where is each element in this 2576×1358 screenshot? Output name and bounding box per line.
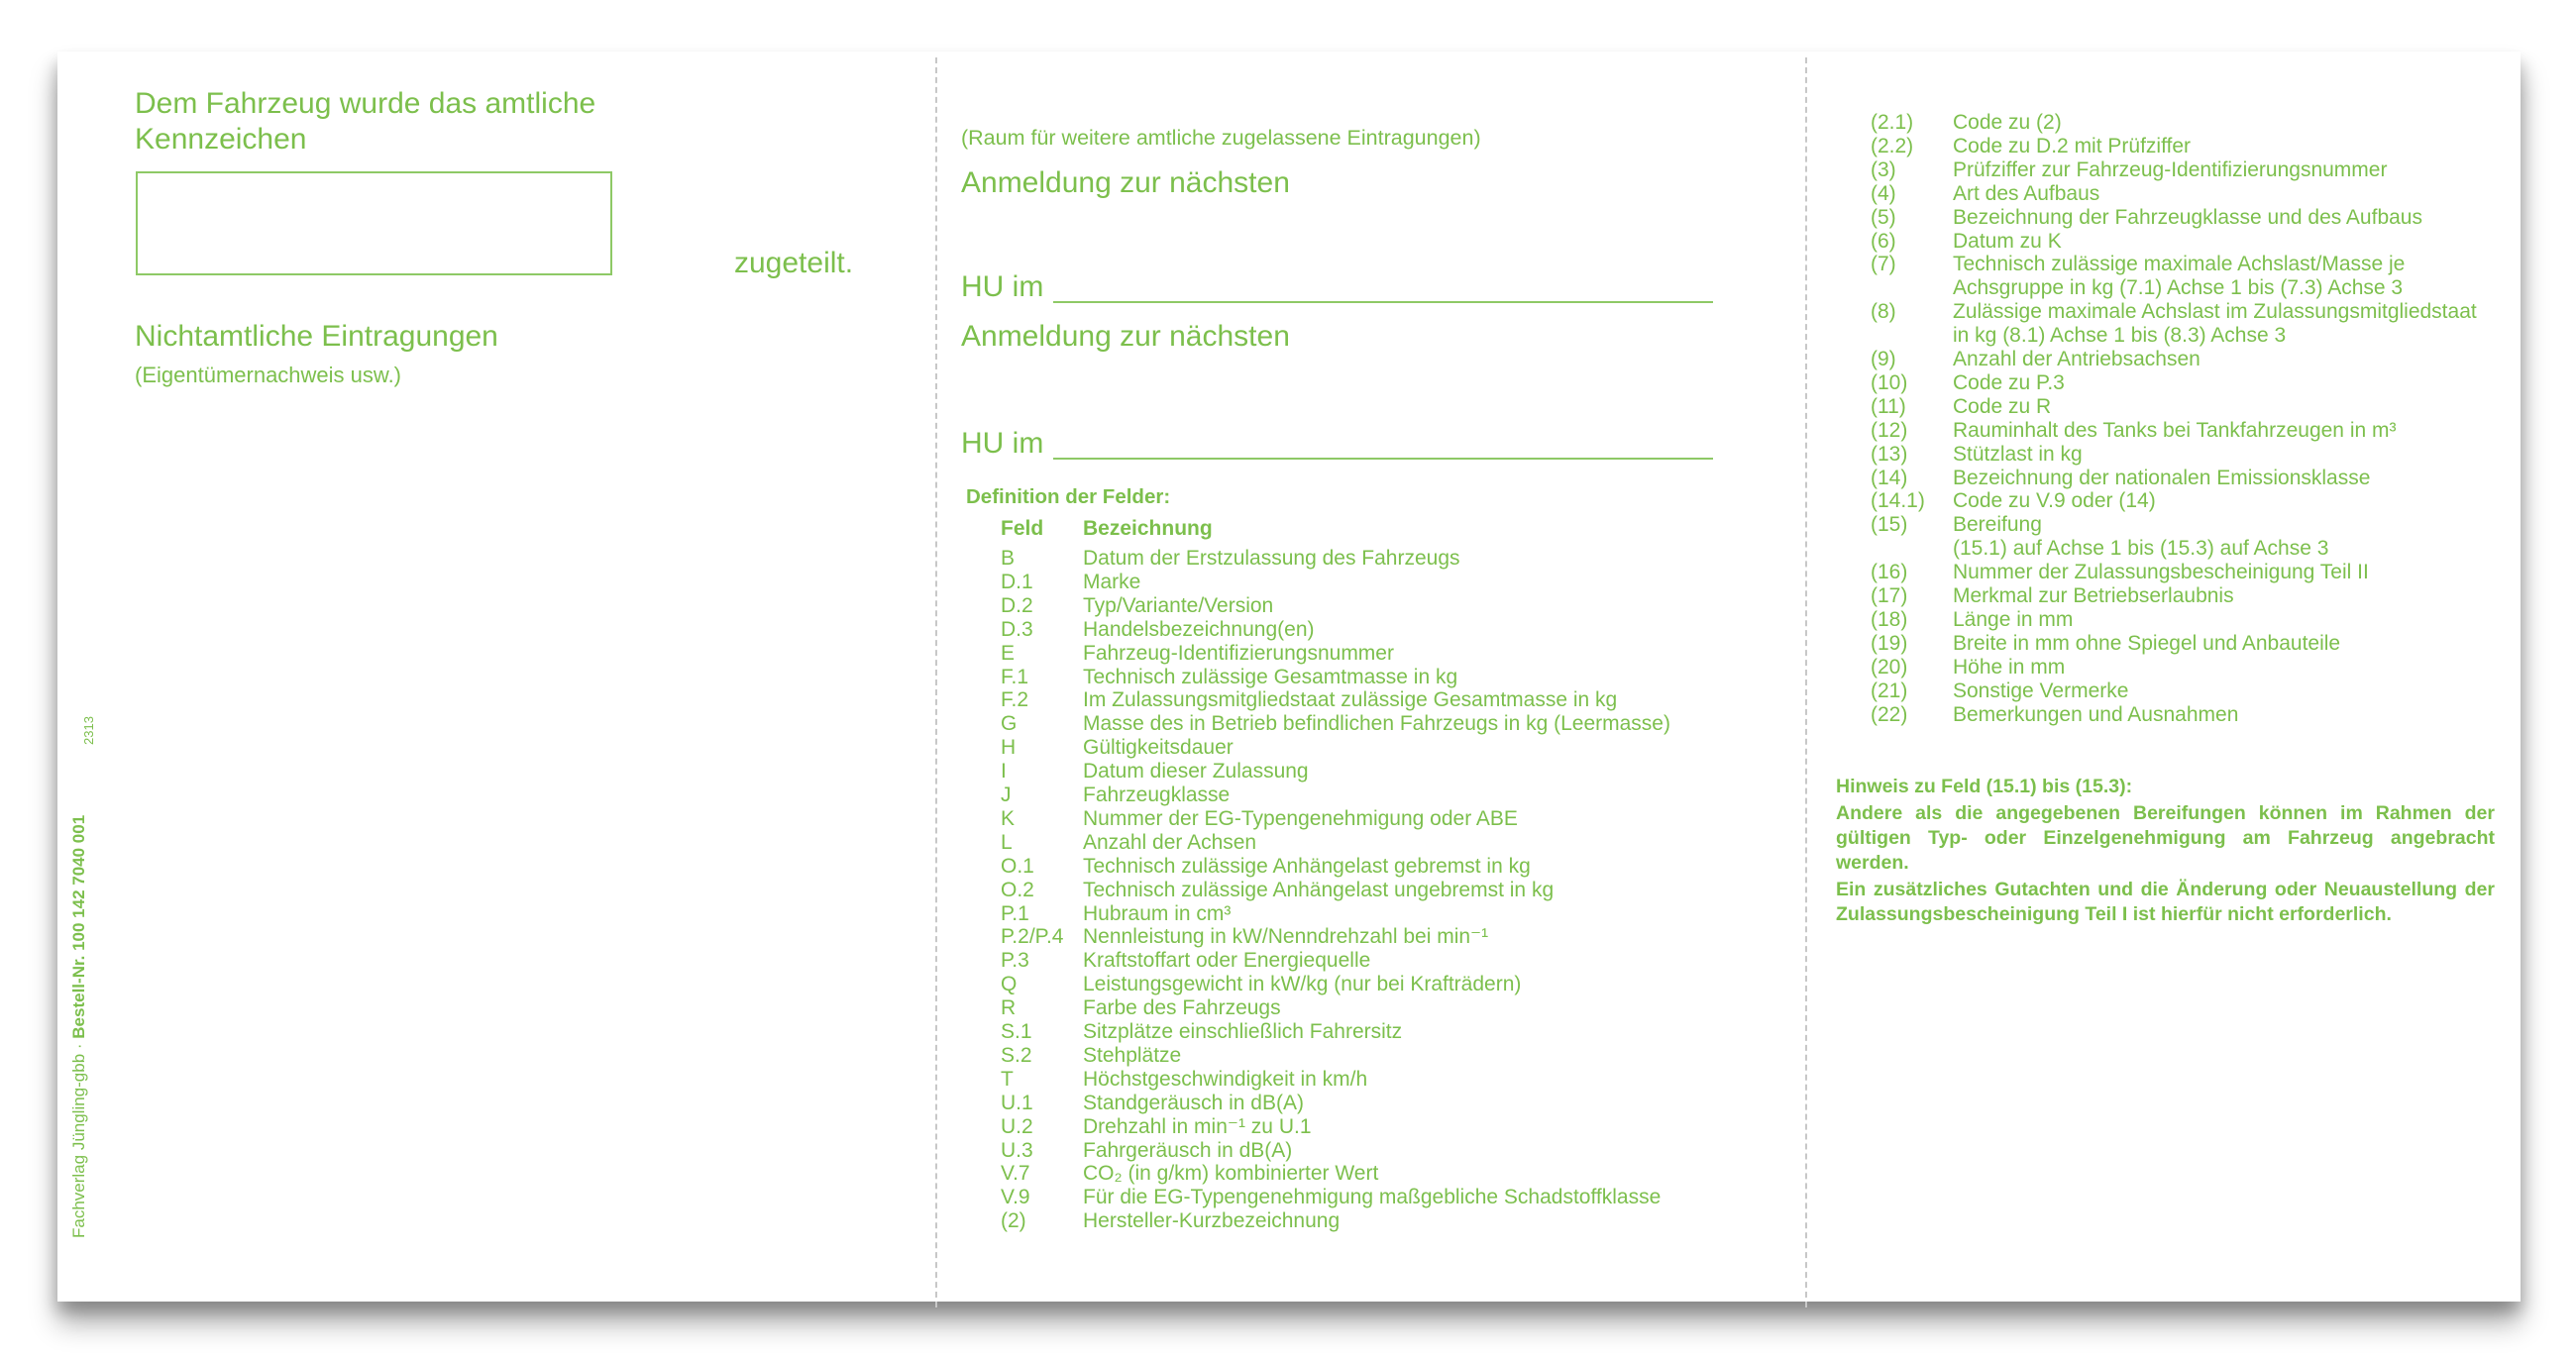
field-description: Bezeichnung der Fahrzeugklasse und des Aufbaus	[1953, 205, 2422, 229]
field-code: (15)	[1871, 513, 1908, 537]
field-description: Stützlast in kg	[1953, 442, 2083, 466]
field-code: U.2	[1001, 1114, 1033, 1138]
field-code: (3)	[1871, 157, 1896, 181]
field-description: Technisch zulässige maximale Achslast/Masse je	[1953, 253, 2406, 276]
field-description: Technisch zulässige Anhängelast gebremst in kg	[1083, 854, 1531, 878]
field-description: Handelsbezeichnung(en)	[1083, 617, 1315, 641]
space-note: (Raum für weitere amtliche zugelassene Eintragungen)	[961, 126, 1481, 150]
fold-line-left	[935, 57, 937, 1307]
field-description: Anzahl der Antriebsachsen	[1953, 348, 2200, 370]
nonofficial-title: Nichtamtliche Eintragungen	[135, 320, 498, 353]
field-code: (6)	[1871, 229, 1896, 253]
field-code: (9)	[1871, 348, 1896, 370]
col-desc-header: Bezeichnung	[1083, 517, 1213, 540]
field-code: L	[1001, 830, 1013, 854]
field-description: Kraftstoffart oder Energiequelle	[1083, 949, 1371, 973]
order-number: Bestell-Nr. 100 142 7040 001	[69, 814, 88, 1039]
field-code: (20)	[1871, 655, 1908, 679]
field-code: V.7	[1001, 1162, 1030, 1186]
field-code: U.3	[1001, 1138, 1033, 1162]
definitions-title: Definition der Felder:	[966, 485, 1171, 508]
registration-label-2: Anmeldung zur nächsten	[961, 320, 1290, 353]
field-code: B	[1001, 547, 1016, 570]
field-description: Hubraum in cm³	[1083, 901, 1232, 925]
field-code: U.1	[1001, 1091, 1033, 1114]
field-description: Merkmal zur Betriebserlaubnis	[1953, 584, 2234, 607]
field-description: Datum zu K	[1953, 229, 2062, 253]
field-description: Leistungsgewicht in kW/kg (nur bei Krafträdern)	[1083, 973, 1522, 996]
field-description: Fahrzeugklasse	[1083, 783, 1231, 806]
field-description: Prüfziffer zur Fahrzeug-Identifizierungsnummer	[1953, 157, 2388, 181]
field-code: (19)	[1871, 631, 1908, 655]
hu-label-2: HU im	[961, 427, 1044, 460]
field-description: Zulässige maximale Achslast im Zulassungsmitgliedstaat	[1953, 300, 2477, 324]
field-description: Nennleistung in kW/Nenndrehzahl bei min⁻¹	[1083, 925, 1489, 949]
field-description: Anzahl der Achsen	[1083, 830, 1257, 854]
assigned-label: zugeteilt.	[734, 247, 854, 279]
field-description: Typ/Variante/Version	[1083, 593, 1274, 617]
field-description: Rauminhalt des Tanks bei Tankfahrzeugen in m³	[1953, 418, 2397, 442]
field-code: G	[1001, 712, 1018, 736]
field-description: Hersteller-Kurzbezeichnung	[1083, 1209, 1341, 1233]
hu-line-1[interactable]	[1053, 301, 1713, 303]
field-code: (14)	[1871, 466, 1908, 489]
field-description: Standgeräusch in dB(A)	[1083, 1091, 1304, 1114]
field-code: D.2	[1001, 593, 1033, 617]
field-description: Code zu V.9 oder (14)	[1953, 489, 2156, 513]
field-code: (7)	[1871, 253, 1896, 276]
field-code: K	[1001, 806, 1016, 830]
hu-line-2[interactable]	[1053, 458, 1713, 460]
field-code: P.2/P.4	[1001, 925, 1064, 949]
field-code: P.3	[1001, 949, 1029, 973]
hint-paragraph-2: Ein zusätzliches Gutachten und die Änderung oder Neuaustellung der Zulassungsbescheinigung Teil I ist hierfür nicht erforderlich.	[1836, 879, 2495, 925]
field-description: Für die EG-Typengenehmigung maßgebliche Schadstoffklasse	[1083, 1186, 1662, 1209]
field-description: Code zu R	[1953, 394, 2052, 418]
field-code: R	[1001, 996, 1017, 1020]
field-description: Bezeichnung der nationalen Emissionsklasse	[1953, 466, 2371, 489]
license-plate-box[interactable]	[136, 171, 612, 275]
field-description: in kg (8.1) Achse 1 bis (8.3) Achse 3	[1953, 324, 2287, 348]
field-code: (16)	[1871, 561, 1908, 584]
field-code: H	[1001, 736, 1017, 760]
publisher-name: Fachverlag Jüngling-gbb ·	[69, 1038, 88, 1238]
field-code: (12)	[1871, 418, 1908, 442]
hint-paragraph-1: Andere als die angegebenen Bereifungen können im Rahmen der gültigen Typ- oder Einzelgenehmigung am Fahrzeug angebracht werden.	[1836, 802, 2495, 874]
field-code: O.2	[1001, 878, 1034, 901]
field-description: Höhe in mm	[1953, 655, 2066, 679]
field-code: (11)	[1871, 394, 1906, 418]
field-code: S.1	[1001, 1020, 1032, 1043]
field-description: Farbe des Fahrzeugs	[1083, 996, 1281, 1020]
field-code: (2.2)	[1871, 134, 1914, 157]
field-code: (17)	[1871, 584, 1908, 607]
field-description: Marke	[1083, 570, 1141, 593]
field-description: Datum der Erstzulassung des Fahrzeugs	[1083, 547, 1460, 570]
field-description: Fahrgeräusch in dB(A)	[1083, 1138, 1293, 1162]
field-code: J	[1001, 783, 1012, 806]
field-description: Länge in mm	[1953, 607, 2074, 631]
field-description: Bereifung	[1953, 513, 2042, 537]
field-description: Achsgruppe in kg (7.1) Achse 1 bis (7.3) Achse 3	[1953, 276, 2404, 300]
publisher-order-number	[69, 815, 89, 1238]
field-description: (15.1) auf Achse 1 bis (15.3) auf Achse 3	[1953, 537, 2329, 561]
field-description: Drehzahl in min⁻¹ zu U.1	[1083, 1114, 1312, 1138]
field-code: E	[1001, 641, 1016, 665]
field-description: Code zu D.2 mit Prüfziffer	[1953, 134, 2192, 157]
field-code: (14.1)	[1871, 489, 1925, 513]
col-field-header: Feld	[1001, 517, 1044, 540]
field-code: (8)	[1871, 300, 1896, 324]
hu-label-1: HU im	[961, 270, 1044, 303]
field-description: Sitzplätze einschließlich Fahrersitz	[1083, 1020, 1403, 1043]
field-code: (13)	[1871, 442, 1908, 466]
field-description: Gültigkeitsdauer	[1083, 736, 1234, 760]
field-code: P.1	[1001, 901, 1029, 925]
field-description: Nummer der Zulassungsbescheinigung Teil II	[1953, 561, 2369, 584]
field-code: I	[1001, 760, 1007, 783]
form-code: 2313	[81, 716, 96, 745]
field-code: (2)	[1001, 1209, 1026, 1233]
field-code: Q	[1001, 973, 1018, 996]
field-description: Masse des in Betrieb befindlichen Fahrzeugs in kg (Leermasse)	[1083, 712, 1670, 736]
field-code: (5)	[1871, 205, 1896, 229]
nonofficial-subtitle: (Eigentümernachweis usw.)	[135, 363, 402, 387]
field-description: Code zu (2)	[1953, 111, 2062, 134]
field-description: Datum dieser Zulassung	[1083, 760, 1309, 783]
field-code: T	[1001, 1067, 1014, 1091]
field-description: Nummer der EG-Typengenehmigung oder ABE	[1083, 806, 1518, 830]
field-description: Code zu P.3	[1953, 370, 2065, 394]
field-description: Technisch zulässige Gesamtmasse in kg	[1083, 665, 1458, 688]
fold-line-right	[1805, 57, 1807, 1307]
field-code: D.3	[1001, 617, 1033, 641]
hint-title: Hinweis zu Feld (15.1) bis (15.3):	[1836, 776, 2133, 797]
field-description: CO₂ (in g/km) kombinierter Wert	[1083, 1162, 1379, 1186]
plate-heading-line1: Dem Fahrzeug wurde das amtliche	[135, 87, 596, 120]
registration-label-1: Anmeldung zur nächsten	[961, 166, 1290, 199]
field-description: Bemerkungen und Ausnahmen	[1953, 702, 2239, 726]
field-code: (22)	[1871, 702, 1908, 726]
field-description: Im Zulassungsmitgliedstaat zulässige Gesamtmasse in kg	[1083, 688, 1618, 712]
field-code: (21)	[1871, 679, 1908, 702]
field-description: Sonstige Vermerke	[1953, 679, 2129, 702]
field-code: S.2	[1001, 1043, 1032, 1067]
field-code: F.1	[1001, 665, 1029, 688]
field-code: (18)	[1871, 607, 1908, 631]
field-description: Fahrzeug-Identifizierungsnummer	[1083, 641, 1394, 665]
field-description: Stehplätze	[1083, 1043, 1182, 1067]
field-code: (4)	[1871, 181, 1896, 205]
field-code: F.2	[1001, 688, 1029, 712]
plate-heading-line2: Kennzeichen	[135, 123, 307, 156]
field-code: V.9	[1001, 1186, 1030, 1209]
field-description: Technisch zulässige Anhängelast ungebremst in kg	[1083, 878, 1555, 901]
field-code: D.1	[1001, 570, 1033, 593]
field-description: Breite in mm ohne Spiegel und Anbauteile	[1953, 631, 2341, 655]
field-code: O.1	[1001, 854, 1034, 878]
field-code: (10)	[1871, 370, 1908, 394]
field-code: (2.1)	[1871, 111, 1914, 134]
field-description: Art des Aufbaus	[1953, 181, 2100, 205]
field-description: Höchstgeschwindigkeit in km/h	[1083, 1067, 1368, 1091]
